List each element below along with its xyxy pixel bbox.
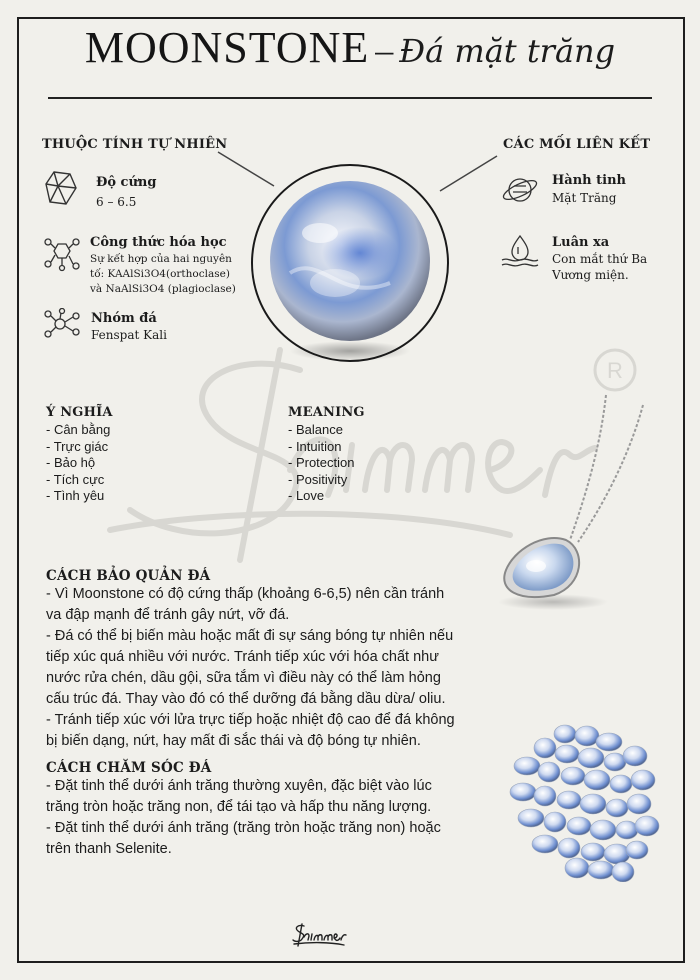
molecule-icon	[42, 236, 82, 272]
tumbled-stone	[626, 841, 648, 859]
tumbled-stone	[610, 775, 632, 793]
tumbled-stone	[627, 794, 651, 814]
chemical-formula-line-2: tố: KAAlSi3O4(orthoclase)	[90, 268, 230, 280]
preservation-line: cấu trúc đá. Thay vào đó có thể dưỡng đá bằng dầu dừa/ oliu.	[46, 691, 446, 707]
care-line: trăng tròn hoặc trăng non, để tái tạo và hấp thu năng lượng.	[46, 799, 432, 815]
list-item: - Cân bằng	[46, 422, 111, 437]
tumbled-stone	[590, 820, 616, 840]
tumbled-stone	[518, 809, 544, 827]
list-item: - Tình yêu	[46, 488, 105, 503]
connections-heading: CÁC MỐI LIÊN KẾT	[503, 137, 651, 152]
care-line: - Đặt tinh thể dưới ánh trăng thường xuyên, đặc biệt vào lúc	[46, 778, 432, 794]
tumbled-stone	[581, 843, 605, 861]
network-icon	[42, 308, 82, 340]
tumbled-stone	[534, 786, 556, 806]
planet-value: Mặt Trăng	[552, 191, 617, 205]
planet-label: Hành tinh	[552, 173, 626, 188]
care-heading: CÁCH CHĂM SÓC ĐÁ	[46, 760, 212, 776]
title-main: MOONSTONE	[84, 23, 370, 72]
tumbled-stone	[623, 746, 647, 766]
tumbled-stone	[575, 726, 599, 746]
list-item: - Balance	[288, 422, 343, 437]
preservation-line: va đập mạnh để tránh gây nứt, vỡ đá.	[46, 607, 290, 623]
preservation-line: - Tránh tiếp xúc với lửa trực tiếp hoặc nhiệt độ cao để đá không	[46, 712, 455, 728]
tumbled-stone	[544, 812, 566, 832]
stone-group-label: Nhóm đá	[91, 311, 157, 326]
chemical-formula-line-1: Sự kết hợp của hai nguyên	[90, 253, 232, 265]
list-item: - Intuition	[288, 438, 342, 454]
tumbled-stone	[558, 838, 580, 858]
list-item: - Positivity	[288, 471, 348, 487]
svg-text:R: R	[607, 358, 623, 383]
chakra-label: Luân xa	[552, 235, 610, 250]
moonstone-necklace-image	[488, 390, 658, 625]
tumbled-stone	[612, 862, 634, 882]
preservation-line: nước rửa chén, dầu gội, sữa tắm vì điều này có thể làm hỏng	[46, 670, 441, 686]
preservation-line: tiếp xúc quá nhiều với nước. Tránh tiếp xúc với hóa chất như	[46, 649, 439, 665]
preservation-line: - Đá có thể bị biến màu hoặc mất đi sự sáng bóng tự nhiên nếu	[46, 628, 454, 644]
natural-properties-heading: THUỘC TÍNH TỰ NHIÊN	[42, 137, 228, 152]
title-subtitle: Đá mặt trăng	[399, 32, 616, 70]
tumbled-stone	[631, 770, 655, 790]
meaning-vi-heading: Ý NGHĨA	[46, 405, 113, 420]
footer-logo	[290, 920, 350, 953]
tumbled-stone	[606, 799, 628, 817]
tumbled-stone	[555, 745, 579, 763]
meaning-vi-list	[46, 422, 110, 505]
list-item: - Trực giác	[46, 438, 109, 454]
preservation-text	[46, 584, 455, 752]
preservation-heading: CÁCH BẢO QUẢN ĐÁ	[46, 568, 211, 584]
tumbled-stone	[578, 748, 604, 768]
tumbled-moonstones-image	[505, 722, 665, 887]
tumbled-stone	[584, 770, 610, 790]
hardness-label: Độ cứng	[96, 175, 157, 190]
tumbled-stone	[514, 757, 540, 775]
tumbled-stone	[554, 725, 576, 743]
title-dash: –	[375, 30, 394, 70]
tumbled-stone	[532, 835, 558, 853]
water-drop-icon	[500, 233, 540, 269]
tumbled-stone	[604, 844, 630, 864]
tumbled-stone	[538, 762, 560, 782]
tumbled-stone	[580, 794, 606, 814]
tumbled-stone	[616, 821, 638, 839]
list-item: - Protection	[288, 455, 355, 470]
tumbled-stone	[510, 783, 536, 801]
tumbled-stone	[635, 816, 659, 836]
meaning-en-heading: MEANING	[288, 405, 365, 420]
preservation-line: - Vì Moonstone có độ cứng thấp (khoảng 6-6,5) nên cần tránh	[46, 586, 445, 602]
planet-icon	[500, 170, 540, 210]
stone-group-value: Fenspat Kali	[91, 328, 167, 342]
care-text	[46, 776, 441, 860]
list-item: - Love	[288, 488, 325, 503]
chemical-formula-line-3: và NaAlSi3O4 (plagioclase)	[90, 283, 236, 295]
preservation-line: bị biến dạng, nứt, hay mất đi sắc thái và độ bóng tự nhiên.	[46, 733, 421, 749]
moonstone-sphere-image	[250, 163, 450, 378]
list-item: - Bảo hộ	[46, 455, 96, 470]
meaning-en-list	[288, 422, 354, 505]
chemical-formula-label: Công thức hóa học	[90, 235, 227, 250]
tumbled-stone	[534, 738, 556, 758]
list-item: - Tích cực	[46, 471, 105, 487]
tumbled-stone	[557, 791, 581, 809]
care-line: - Đặt tinh thể dưới ánh trăng (trăng tròn hoặc trăng non) hoặc	[46, 820, 441, 836]
crystal-icon	[44, 170, 78, 206]
tumbled-stone	[567, 817, 591, 835]
tumbled-stone	[565, 858, 589, 878]
tumbled-stone	[561, 767, 585, 785]
chakra-line-1: Con mắt thứ Ba	[552, 252, 648, 266]
care-line: trên thanh Selenite.	[46, 841, 172, 857]
hardness-value: 6 – 6.5	[96, 195, 137, 209]
tumbled-stone	[596, 733, 622, 751]
tumbled-stone	[604, 753, 626, 771]
chakra-line-2: Vương miện.	[552, 268, 629, 282]
tumbled-stone	[588, 861, 614, 879]
